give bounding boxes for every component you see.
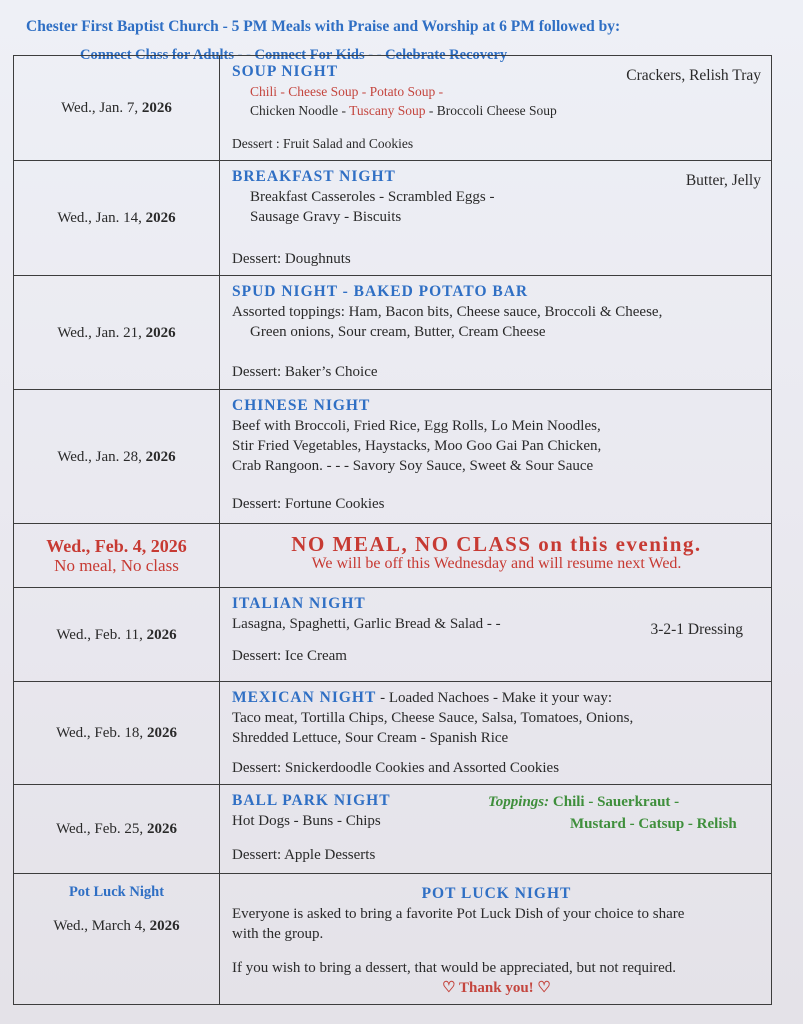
dessert-text: Dessert: Doughnuts <box>232 251 351 267</box>
night-title: POT LUCK NIGHT <box>421 885 572 902</box>
header-line-2: Connect Class for Adults - - Connect For Kids - - Celebrate Recovery <box>80 47 508 63</box>
table-row <box>14 682 772 785</box>
date-text: Wed., Jan. 21, <box>57 324 142 341</box>
meal-schedule-table <box>13 55 772 1005</box>
date-title: Pot Luck Night <box>68 884 165 900</box>
date-text: Wed., Jan. 14, <box>57 210 142 226</box>
menu-line: Green onions, Sour cream, Butter, Cream Cheese <box>250 324 546 340</box>
menu-cell <box>220 588 772 682</box>
night-subtitle: - Loaded Nachoes - Make it your way: <box>376 690 613 706</box>
menu-line: Hot Dogs - Buns - Chips <box>232 813 381 829</box>
date-year: 2026 <box>149 918 180 934</box>
menu-line: If you wish to bring a dessert, that would be appreciated, but not required. <box>232 960 677 976</box>
menu-line: with the group. <box>232 926 324 942</box>
date-cell <box>14 588 220 682</box>
extras-text: 3-2-1 Dressing <box>650 621 743 638</box>
menu-cell <box>220 785 772 874</box>
date-cell <box>14 524 220 588</box>
thank-you-text: ♡ Thank you! ♡ <box>442 980 551 996</box>
date-cell <box>14 161 220 276</box>
table-row <box>14 524 772 588</box>
night-title: SPUD NIGHT - BAKED POTATO BAR <box>232 283 529 300</box>
soup-item: Chicken Noodle - <box>250 103 350 118</box>
date-text: Wed., Jan. 7, <box>61 100 139 116</box>
date-text: Wed., Jan. 28, <box>57 448 142 465</box>
extras-text: Crackers, Relish Tray <box>626 67 761 84</box>
dessert-text: Dessert: Baker’s Choice <box>232 364 378 380</box>
no-meal-text: We will be off this Wednesday and will resume next Wed. <box>311 555 682 572</box>
night-title: BREAKFAST NIGHT <box>232 168 396 185</box>
dessert-text: Dessert: Apple Desserts <box>232 847 376 863</box>
menu-cell <box>220 276 772 390</box>
toppings-line: Chili - Sauerkraut - <box>549 794 680 810</box>
date-cell <box>14 874 220 1005</box>
menu-line: Lasagna, Spaghetti, Garlic Bread & Salad - - <box>232 616 501 632</box>
dessert-text: Dessert: Ice Cream <box>232 648 347 664</box>
menu-line: Sausage Gravy - Biscuits <box>250 209 402 225</box>
menu-cell <box>220 161 772 276</box>
menu-line: Crab Rangoon. - - - Savory Soy Sauce, Sweet & Sour Sauce <box>232 458 594 474</box>
table-row <box>14 161 772 276</box>
dessert-text: Dessert: Snickerdoodle Cookies and Assorted Cookies <box>232 760 560 776</box>
menu-cell <box>220 56 772 161</box>
menu-cell <box>220 390 772 524</box>
table-row <box>14 785 772 874</box>
date-year: 2026 <box>146 626 177 643</box>
dessert-text: Dessert : Fruit Salad and Cookies <box>232 136 414 151</box>
date-cell <box>14 785 220 874</box>
menu-line: Shredded Lettuce, Sour Cream - Spanish Rice <box>232 730 509 746</box>
date-text: Wed., Feb. 18, <box>56 725 144 741</box>
date-year: 2026 <box>146 725 177 741</box>
menu-line: Stir Fried Vegetables, Haystacks, Moo Goo Gai Pan Chicken, <box>232 438 602 454</box>
table-row <box>14 56 772 161</box>
no-meal-title: NO MEAL, NO CLASS on this evening. <box>291 532 702 556</box>
soup-list <box>232 82 761 120</box>
soup-item: Chili - Cheese Soup - <box>250 84 370 99</box>
menu-cell <box>220 524 772 588</box>
date-cell <box>14 682 220 785</box>
toppings-box <box>488 791 737 835</box>
date-year: 2026 <box>146 821 177 837</box>
date-text: Wed., March 4, <box>53 918 146 934</box>
header-line-1: Chester First Baptist Church - 5 PM Meals with Praise and Worship at 6 PM followed by: <box>26 18 621 35</box>
soup-item: - <box>435 84 444 99</box>
menu-cell <box>220 874 772 1005</box>
night-title: MEXICAN NIGHT <box>232 689 377 706</box>
menu-line: Breakfast Casseroles - Scrambled Eggs - <box>250 189 495 205</box>
night-title: SOUP NIGHT <box>232 63 339 80</box>
night-title: BALL PARK NIGHT <box>232 792 391 809</box>
extras-text: Butter, Jelly <box>685 172 761 189</box>
menu-cell <box>220 682 772 785</box>
table-row <box>14 588 772 682</box>
menu-line: Beef with Broccoli, Fried Rice, Egg Rolls, Lo Mein Noodles, <box>232 418 601 434</box>
table-row <box>14 874 772 1005</box>
menu-line: Assorted toppings: Ham, Bacon bits, Cheese sauce, Broccoli & Cheese, <box>232 304 663 320</box>
table-row <box>14 390 772 524</box>
menu-line: Everyone is asked to bring a favorite Pot Luck Dish of your choice to share <box>232 906 685 922</box>
soup-item: Tuscany Soup <box>349 103 426 118</box>
soup-item: Potato Soup <box>369 84 436 99</box>
night-title: CHINESE NIGHT <box>232 397 371 414</box>
date-cell <box>14 390 220 524</box>
date-year: 2026 <box>141 100 172 116</box>
toppings-label: Toppings: <box>488 794 550 810</box>
date-year: 2026 <box>145 324 176 341</box>
date-cell <box>14 276 220 390</box>
soup-item: - Broccoli Cheese Soup <box>425 103 557 118</box>
dessert-text: Dessert: Fortune Cookies <box>232 496 385 512</box>
date-text: Wed., Feb. 11, <box>56 626 143 643</box>
table-row <box>14 276 772 390</box>
night-title: ITALIAN NIGHT <box>232 595 366 612</box>
no-meal-date: Wed., Feb. 4, 2026 <box>46 535 187 556</box>
toppings-line: Mustard - Catsup - Relish <box>570 816 737 832</box>
date-year: 2026 <box>145 210 176 226</box>
date-text: Wed., Feb. 25, <box>56 821 144 837</box>
date-year: 2026 <box>145 448 176 465</box>
no-meal-subtitle: No meal, No class <box>54 555 179 575</box>
date-cell <box>14 56 220 161</box>
menu-line: Taco meat, Tortilla Chips, Cheese Sauce, Salsa, Tomatoes, Onions, <box>232 710 634 726</box>
